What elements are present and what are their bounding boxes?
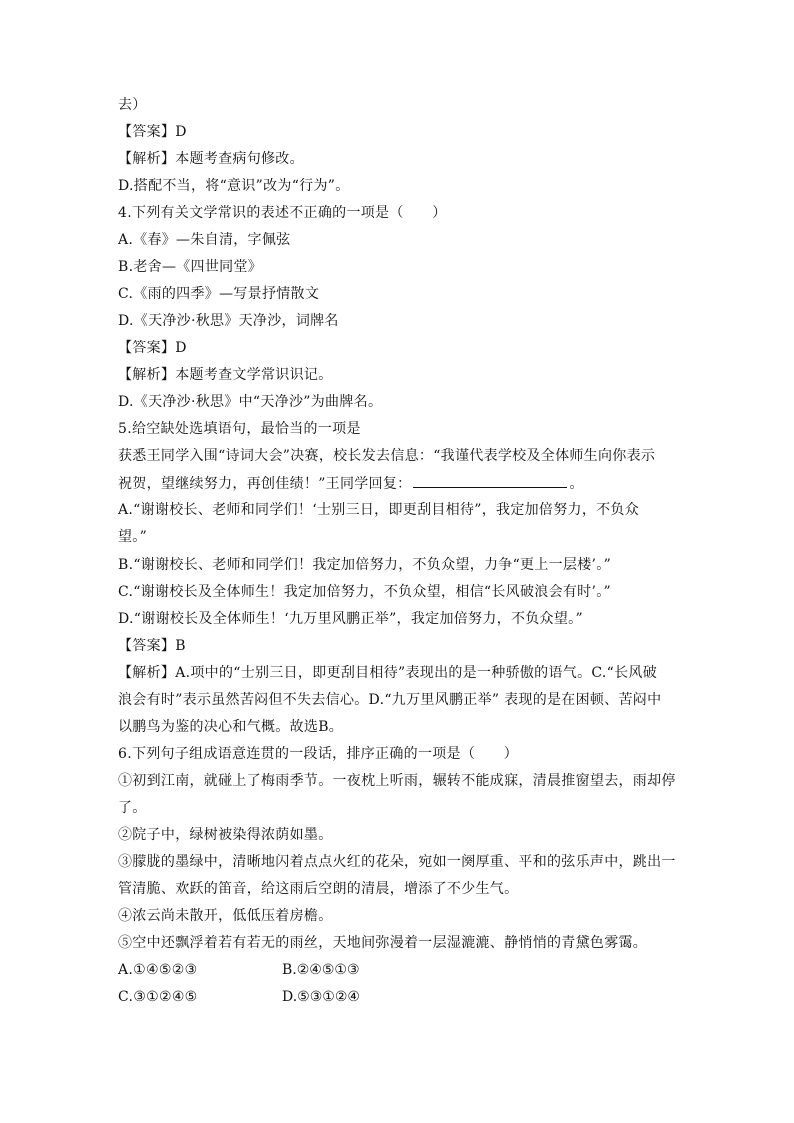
option-a: A.①④⑤②③ [118,962,198,978]
question-6: 6.下列句子组成语意连贯的一段话，排序正确的一项是（ ） [118,746,519,762]
question-5: 5.给空缺处选填语句，最恰当的一项是 [118,421,361,437]
option-d: D.⑤③①②④ [282,989,360,1005]
text-line: 去） [118,97,147,113]
text-line: 以鹏鸟为鉴的决心和气概。故选B。 [118,719,344,735]
option-a: A.《春》—朱自清，字佩弦 [118,232,291,248]
answer-label: 【答案】D [118,340,187,356]
sentence-1: ①初到江南，就碰上了梅雨季节。一夜枕上听雨，辗转不能成寐，清晨推窗望去，雨却停 [118,773,676,789]
sentence-5: ⑤空中还飘浮着若有若无的雨丝，天地间弥漫着一层湿漉漉、静悄悄的青黛色雾霭。 [118,935,648,951]
option-c: C.《雨的四季》—写景抒情散文 [118,286,320,302]
sentence-2: ②院子中，绿树被染得浓荫如墨。 [118,827,333,843]
sentence-3: ③朦胧的墨绿中，清晰地闪着点点火红的花朵，宛如一阕厚重、平和的弦乐声中，跳出一 [118,854,676,870]
analysis-label: 【解析】本题考查病句修改。 [118,151,304,167]
text-line: 获悉王同学入围“诗词大会”决赛，校长发去信息：“我谨代表学校及全体师生向你表示 [118,448,656,464]
answer-label: 【答案】B [118,638,186,654]
text-span: 祝贺，望继续努力，再创佳绩！”王同学回复： [118,476,412,492]
analysis-label: 【解析】A.项中的“士别三日，即更刮目相待”表现出的是一种骄傲的语气。C.“长风破 [118,665,657,681]
text-span: 。 [569,476,584,492]
text-line: 浪会有时”表示虽然苦闷但不失去信心。D.“九万里风鹏正举” 表现的是在困顿、苦闷中 [118,692,662,708]
analysis-label: 【解析】本题考查文学常识识记。 [118,367,333,383]
option-b: B.“谢谢校长、老师和同学们！我定加倍努力，不负众望，力争“更上一层楼’。” [118,557,612,573]
text-line: 望。” [118,529,148,545]
option-d: D.“谢谢校长及全体师生！‘九万里风鹏正举”，我定加倍努力，不负众望。” [118,611,583,627]
option-b: B.老舍—《四世同堂》 [118,259,263,275]
question-4: 4.下列有关文学常识的表述不正确的一项是（ ） [118,205,447,221]
text-line: D.《天净沙·秋思》中“天净沙”为曲牌名。 [118,394,383,410]
option-a: A.“谢谢校长、老师和同学们！‘士别三日，即更刮目相待”，我定加倍努力，不负众 [118,502,640,518]
sentence-4: ④浓云尚未散开，低低压着房檐。 [118,908,333,924]
option-b: B.②④⑤①③ [282,962,360,978]
text-line: D.搭配不当，将“意识”改为“行为”。 [118,178,350,194]
q5-reply-line [118,473,584,494]
option-c: C.③①②④⑤ [118,989,198,1005]
answer-label: 【答案】D [118,124,187,140]
text-line: 管清脆、欢跃的笛音，给这雨后空朗的清晨，增添了不少生气。 [118,881,519,897]
option-d: D.《天净沙·秋思》天净沙，词牌名 [118,313,339,329]
option-c: C.“谢谢校长及全体师生！我定加倍努力，不负众望，相信“长风破浪会有时’。” [118,584,611,600]
text-line: 了。 [118,800,147,816]
answer-blank [413,473,567,488]
